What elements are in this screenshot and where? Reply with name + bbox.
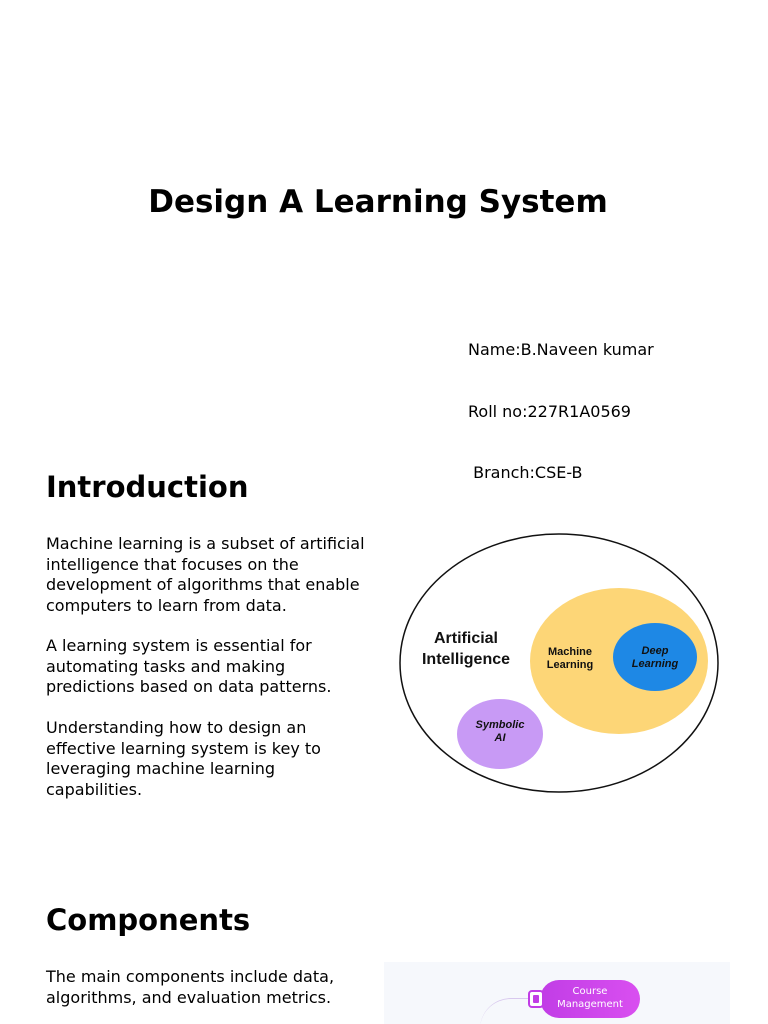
ml-label-line1: Machine [547,646,593,658]
course-management-pill [540,980,640,1018]
symbolic-label-line2: AI [494,732,506,744]
pill-label-line2: Management [557,999,623,1010]
ai-label-line1: Artificial [433,630,499,647]
dl-label-line2: Learning [631,658,679,670]
intro-paragraph-2: A learning system is essential for automating tasks and making predictions based on data patterns. [46,636,332,696]
dl-label-line1: Deep [641,645,669,657]
author-name: Name:B.Naveen kumar [468,340,654,359]
components-image [384,962,730,1024]
pill-label-line1: Course [572,986,608,997]
dl-circle [613,623,697,691]
symbolic-label-line1: Symbolic [475,719,525,731]
author-roll: Roll no:227R1A0569 [468,401,631,421]
ai-label-line2: Intelligence [421,651,511,668]
document-icon [528,990,544,1008]
intro-paragraph-3: Understanding how to design an effective learning system is key to leveraging machine learning capabilities. [46,718,321,799]
introduction-heading: Introduction [46,470,249,504]
author-branch: Branch:CSE-B [468,463,583,482]
components-paragraph: The main components include data, algorithms, and evaluation metrics. [46,967,335,1007]
components-heading: Components [46,903,251,937]
connector-line [480,998,530,1024]
page-title: Design A Learning System [148,184,608,220]
ml-label-line2: Learning [546,659,594,671]
author-info [468,299,654,504]
intro-paragraph-1: Machine learning is a subset of artificial intelligence that focuses on the development of algorithms that enable computers to learn from data. [46,534,365,615]
ai-venn-diagram [384,522,730,802]
